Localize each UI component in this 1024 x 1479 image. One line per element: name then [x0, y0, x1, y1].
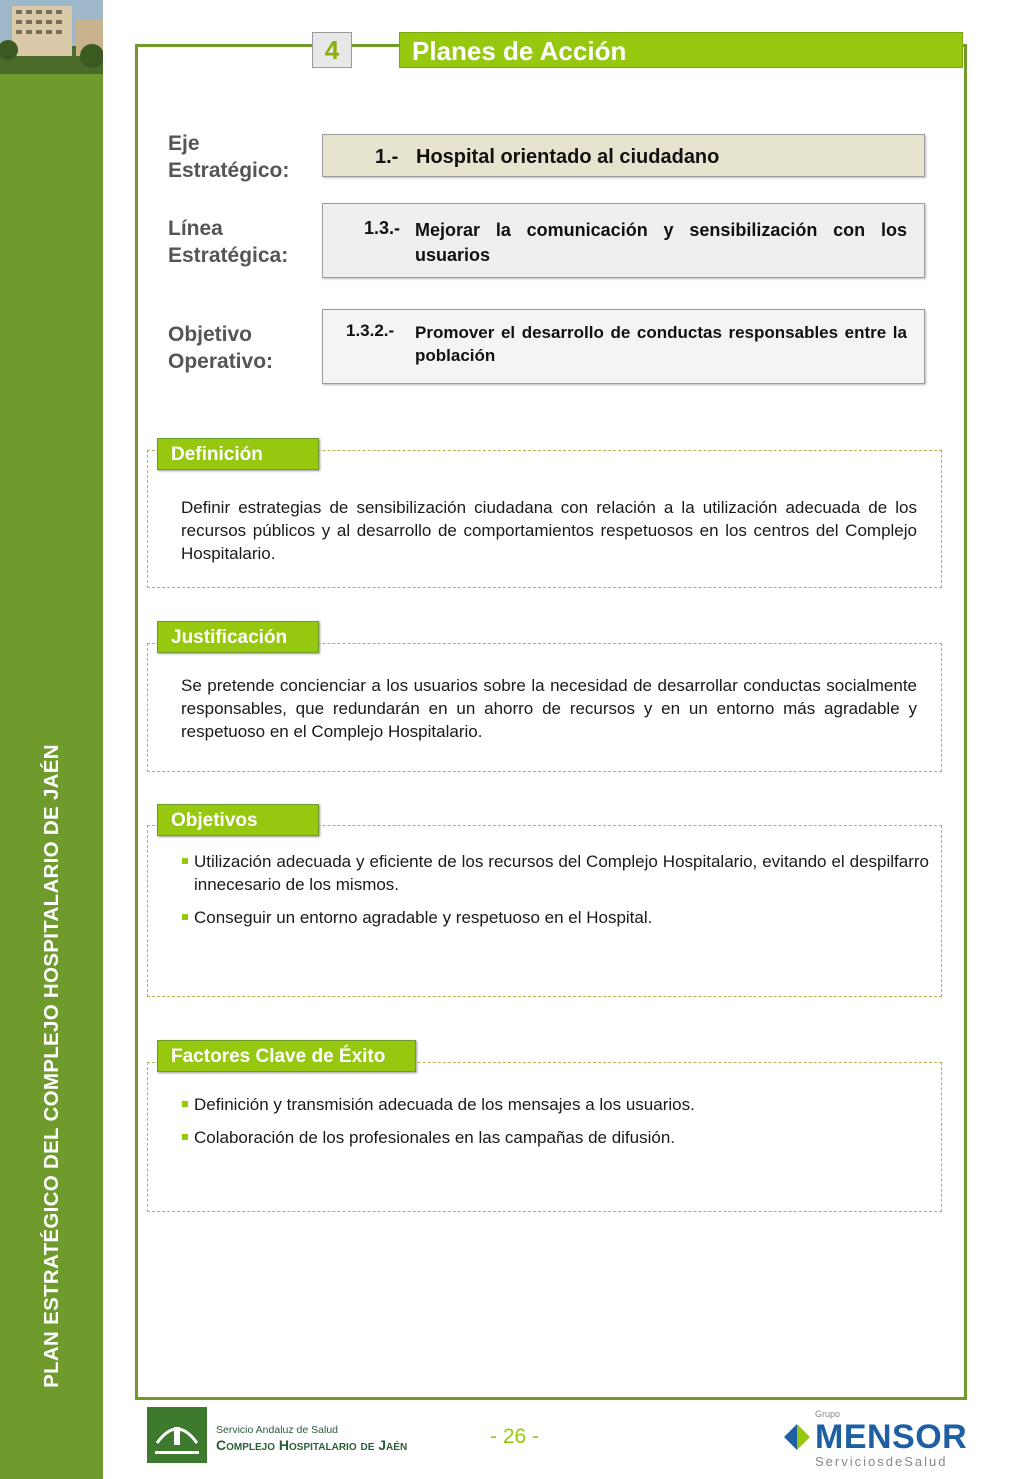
objetivo-label: Objetivo Operativo:: [168, 323, 274, 373]
linea-text: Mejorar la comunicación y sensibilización con los usuarios: [415, 220, 907, 265]
factores-heading: Factores Clave de Éxito: [157, 1040, 416, 1072]
factores-list: [181, 1093, 929, 1159]
list-item-text: Definición y transmisión adecuada de los mensajes a los usuarios.: [194, 1095, 695, 1114]
mensor-subtitle: ServiciosdeSalud: [815, 1454, 948, 1469]
section-number: 4: [312, 32, 352, 68]
eje-field: [322, 134, 925, 177]
linea-label: Línea Estratégica:: [168, 217, 289, 267]
bullet-icon: [182, 1101, 188, 1107]
bullet-icon: [182, 1134, 188, 1140]
list-item: [181, 906, 929, 929]
definicion-text: Definir estrategias de sensibilización ciudadana con relación a la utilización adecuada de los recursos públicos y al desarrollo de comportamientos respetuosos en los centros del Complejo Hospitalario.: [181, 498, 917, 563]
section-title: Planes de Acción: [399, 32, 963, 68]
objetivos-heading: Objetivos: [157, 804, 319, 836]
eje-label: Eje Estratégico:: [168, 132, 290, 182]
sidebar: [0, 0, 103, 1479]
mensor-grupo: Grupo: [815, 1409, 841, 1419]
justificacion-heading: Justificación: [157, 621, 319, 653]
justificacion-text: Se pretende concienciar a los usuarios sobre la necesidad de desarrollar conductas socialmente responsables, que redundarán en un ahorro de recursos y en un entorno más agradable y respetuoso en el Complejo Hospitalario.: [181, 676, 917, 741]
junta-andalucia-logo-icon: [147, 1407, 207, 1463]
page-number: - 26 -: [490, 1425, 540, 1448]
sas-name: Servicio Andaluz de Salud: [216, 1424, 338, 1436]
mensor-logo-icon: [782, 1422, 812, 1452]
sas-footer-text: [216, 1424, 407, 1453]
bullet-icon: [182, 914, 188, 920]
list-item: [181, 850, 929, 896]
objetivos-list: [181, 850, 929, 939]
list-item: [181, 1126, 929, 1149]
bullet-icon: [182, 858, 188, 864]
list-item-text: Conseguir un entorno agradable y respetuoso en el Hospital.: [194, 908, 653, 927]
eje-number: 1.-: [375, 146, 399, 168]
objetivo-number: 1.3.2.-: [346, 321, 395, 340]
objetivo-field: [322, 309, 925, 384]
list-item-text: Utilización adecuada y eficiente de los recursos del Complejo Hospitalario, evitando el despilfarro innecesario de los mismos.: [194, 852, 929, 894]
eje-text: Hospital orientado al ciudadano: [416, 146, 720, 168]
list-item-text: Colaboración de los profesionales en las campañas de difusión.: [194, 1128, 676, 1147]
objetivo-text: Promover el desarrollo de conductas responsables entre la población: [415, 323, 907, 365]
hospital-name: Complejo Hospitalario de Jaén: [216, 1437, 408, 1453]
linea-field: [322, 203, 925, 278]
definicion-heading: Definición: [157, 438, 319, 470]
linea-number: 1.3.-: [364, 218, 401, 238]
hospital-building-photo: [0, 0, 103, 74]
list-item: [181, 1093, 929, 1116]
mensor-name: MENSOR: [815, 1418, 968, 1456]
document-vertical-title: PLAN ESTRATÉGICO DEL COMPLEJO HOSPITALARIO DE JAÉN: [40, 744, 63, 1388]
